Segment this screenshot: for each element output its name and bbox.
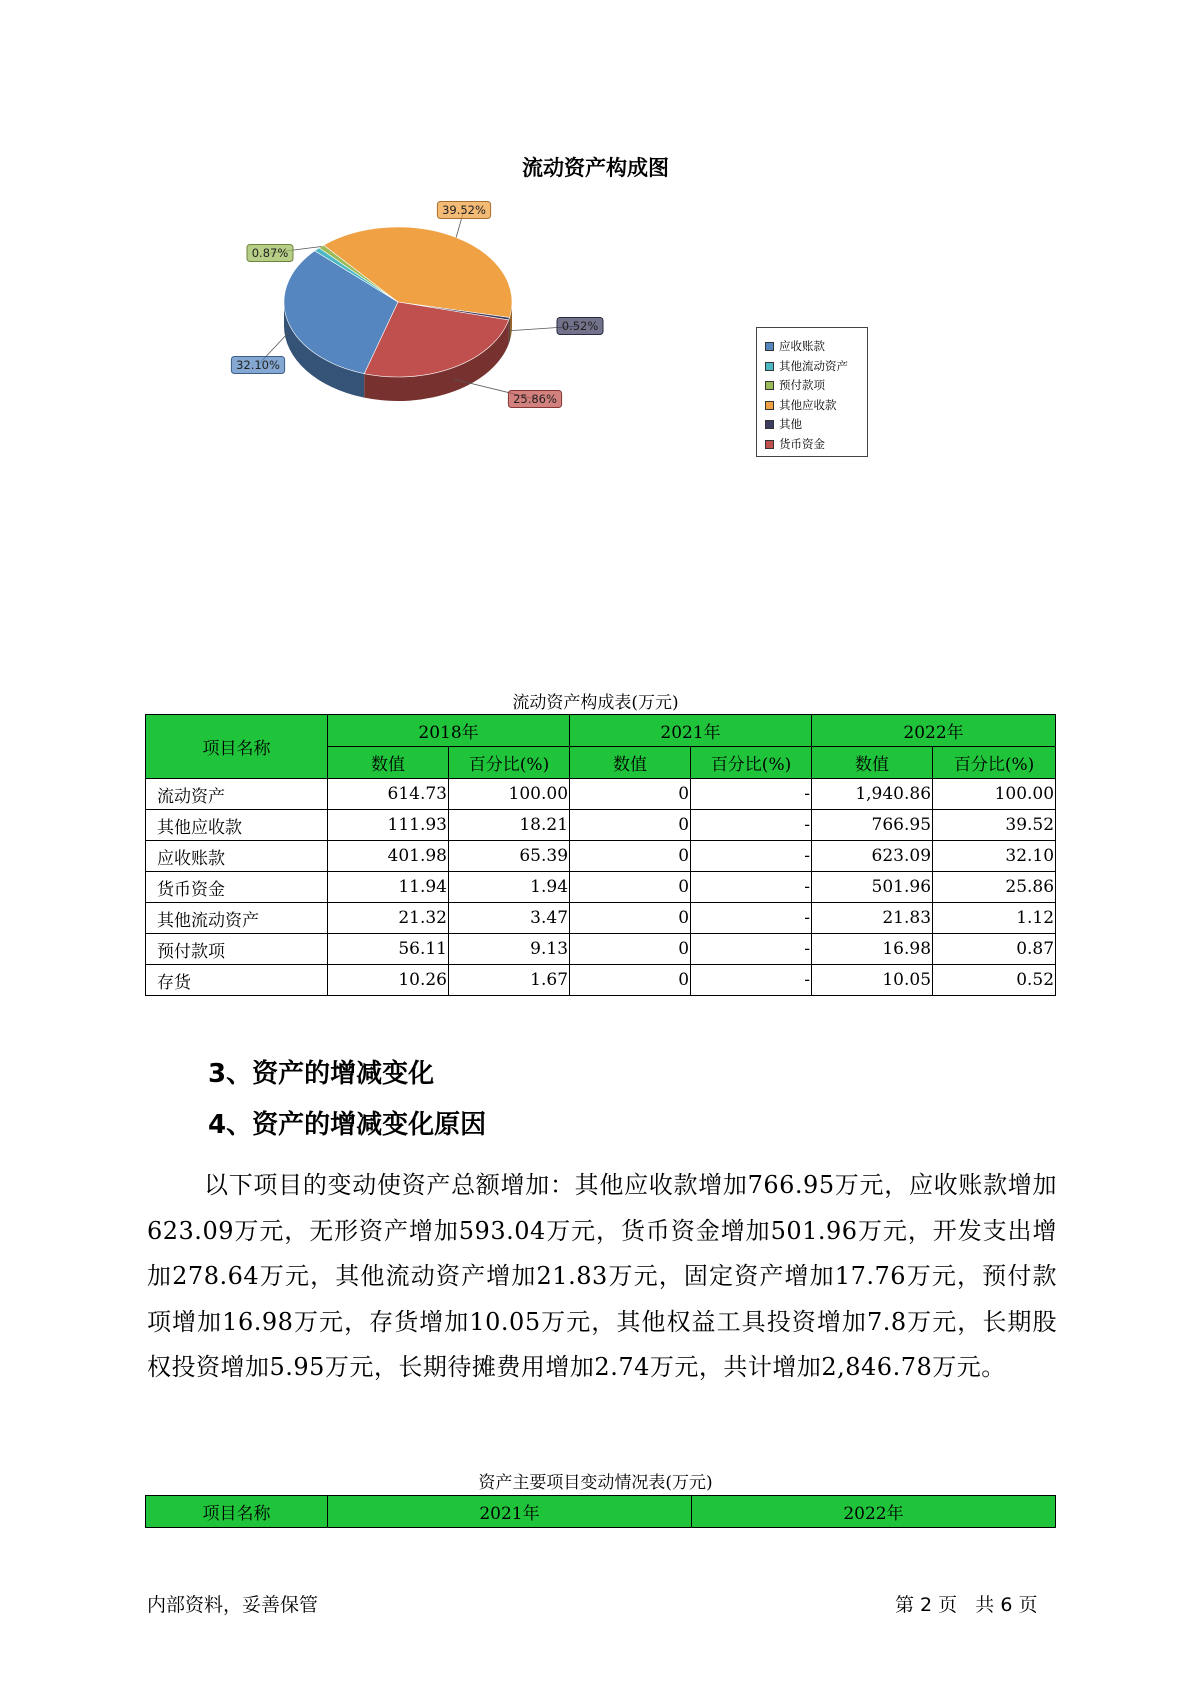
legend-swatch xyxy=(765,342,774,351)
table-cell: 401.98 xyxy=(328,841,449,872)
table-cell: 0 xyxy=(570,872,691,903)
table-cell: 0 xyxy=(570,779,691,810)
header-value: 数值 xyxy=(812,747,933,779)
table-cell: 100.00 xyxy=(449,779,570,810)
table-cell: 25.86 xyxy=(933,872,1056,903)
table-cell: 21.83 xyxy=(812,903,933,934)
table-row xyxy=(146,934,1056,965)
table-cell: 10.26 xyxy=(328,965,449,996)
table-cell: 100.00 xyxy=(933,779,1056,810)
table-cell: 39.52 xyxy=(933,810,1056,841)
table-cell: 0 xyxy=(570,841,691,872)
legend-label: 预付款项 xyxy=(779,378,825,392)
legend-swatch xyxy=(765,440,774,449)
legend-item xyxy=(765,376,867,396)
table-cell: 1.67 xyxy=(449,965,570,996)
legend-label: 其他流动资产 xyxy=(779,358,848,373)
header-item-name: 项目名称 xyxy=(146,715,328,779)
table-cell: - xyxy=(691,841,812,872)
current-assets-table xyxy=(145,714,1056,996)
header-percent: 百分比(%) xyxy=(933,747,1056,779)
header-percent: 百分比(%) xyxy=(691,747,812,779)
row-label: 预付款项 xyxy=(146,934,328,965)
legend-swatch xyxy=(765,420,774,429)
body-paragraph: 以下项目的变动使资产总额增加：其他应收款增加766.95万元，应收账款增加623.09万元，无形资产增加593.04万元，货币资金增加501.96万元，开发支出增加278.64万元，其他流动资产增加21.83万元，固定资产增加17.76万元，预付款项增加16.98万元，存货增加10.05万元，其他权益工具投资增加7.8万元，长期股权投资增加5.95万元，长期待摊费用增加2.74万元，共计增加2,846.78万元。 xyxy=(147,1171,1057,1382)
footer-page-number: 第 2 页 共 6 页 xyxy=(895,1594,1038,1616)
table-cell: 1.12 xyxy=(933,903,1056,934)
table-cell: 1,940.86 xyxy=(812,779,933,810)
table-row xyxy=(146,841,1056,872)
pie-data-label: 0.87% xyxy=(251,246,289,260)
header-year: 2021年 xyxy=(328,1496,692,1528)
table-caption: 流动资产构成表(万元) xyxy=(512,693,679,713)
header-item-name: 项目名称 xyxy=(146,1496,328,1528)
section-heading-3: 3、资产的增减变化 xyxy=(208,1059,435,1089)
table-row xyxy=(146,872,1056,903)
legend-swatch xyxy=(765,381,774,390)
table-cell: 0 xyxy=(570,903,691,934)
table-cell: - xyxy=(691,779,812,810)
table-cell: 0 xyxy=(570,810,691,841)
table-cell: 0.87 xyxy=(933,934,1056,965)
legend-item xyxy=(765,337,867,357)
table-cell: 614.73 xyxy=(328,779,449,810)
pie-chart xyxy=(230,195,610,455)
pie-data-label: 25.86% xyxy=(513,392,557,406)
table-cell: 766.95 xyxy=(812,810,933,841)
header-value: 数值 xyxy=(570,747,691,779)
table-row xyxy=(146,965,1056,996)
table-cell: 18.21 xyxy=(449,810,570,841)
footer-confidential: 内部资料，妥善保管 xyxy=(147,1594,319,1616)
legend-swatch xyxy=(765,362,774,371)
table-cell: 10.05 xyxy=(812,965,933,996)
chart-title: 流动资产构成图 xyxy=(522,156,669,180)
table-row xyxy=(146,810,1056,841)
table-cell: 56.11 xyxy=(328,934,449,965)
pie-data-label: 0.52% xyxy=(561,319,599,333)
table-cell: 11.94 xyxy=(328,872,449,903)
table-cell: - xyxy=(691,872,812,903)
legend-label: 其他应收款 xyxy=(779,397,837,412)
header-percent: 百分比(%) xyxy=(449,747,570,779)
row-label: 应收账款 xyxy=(146,841,328,872)
chart-legend xyxy=(756,327,868,457)
legend-item xyxy=(765,435,867,455)
table-caption: 资产主要项目变动情况表(万元) xyxy=(478,1473,713,1493)
table-cell: 32.10 xyxy=(933,841,1056,872)
table-row xyxy=(146,903,1056,934)
legend-item xyxy=(765,415,867,435)
table-cell: 21.32 xyxy=(328,903,449,934)
pie-data-label: 32.10% xyxy=(236,358,280,372)
row-label: 货币资金 xyxy=(146,872,328,903)
table-cell: 501.96 xyxy=(812,872,933,903)
table-row xyxy=(146,779,1056,810)
legend-label: 应收账款 xyxy=(779,339,825,353)
table-cell: 0 xyxy=(570,965,691,996)
pie-data-label: 39.52% xyxy=(442,203,486,217)
row-label: 存货 xyxy=(146,965,328,996)
table-cell: 623.09 xyxy=(812,841,933,872)
row-label: 流动资产 xyxy=(146,779,328,810)
row-label: 其他流动资产 xyxy=(146,903,328,934)
table-cell: 0.52 xyxy=(933,965,1056,996)
table-cell: 16.98 xyxy=(812,934,933,965)
legend-swatch xyxy=(765,401,774,410)
table-cell: 1.94 xyxy=(449,872,570,903)
header-year: 2018年 xyxy=(328,715,570,747)
header-year: 2022年 xyxy=(812,715,1056,747)
table-cell: 3.47 xyxy=(449,903,570,934)
legend-item xyxy=(765,357,867,377)
table-cell: 65.39 xyxy=(449,841,570,872)
section-heading-4: 4、资产的增减变化原因 xyxy=(208,1110,487,1140)
table-cell: - xyxy=(691,810,812,841)
table-cell: - xyxy=(691,965,812,996)
row-label: 其他应收款 xyxy=(146,810,328,841)
legend-label: 货币资金 xyxy=(779,436,825,451)
header-year: 2021年 xyxy=(570,715,812,747)
table-cell: 0 xyxy=(570,934,691,965)
header-year: 2022年 xyxy=(692,1496,1056,1528)
table-cell: - xyxy=(691,934,812,965)
header-value: 数值 xyxy=(328,747,449,779)
table-cell: 111.93 xyxy=(328,810,449,841)
table-cell: - xyxy=(691,903,812,934)
table-cell: 9.13 xyxy=(449,934,570,965)
legend-item xyxy=(765,396,867,416)
asset-change-table xyxy=(145,1495,1056,1528)
legend-label: 其他 xyxy=(779,417,802,431)
